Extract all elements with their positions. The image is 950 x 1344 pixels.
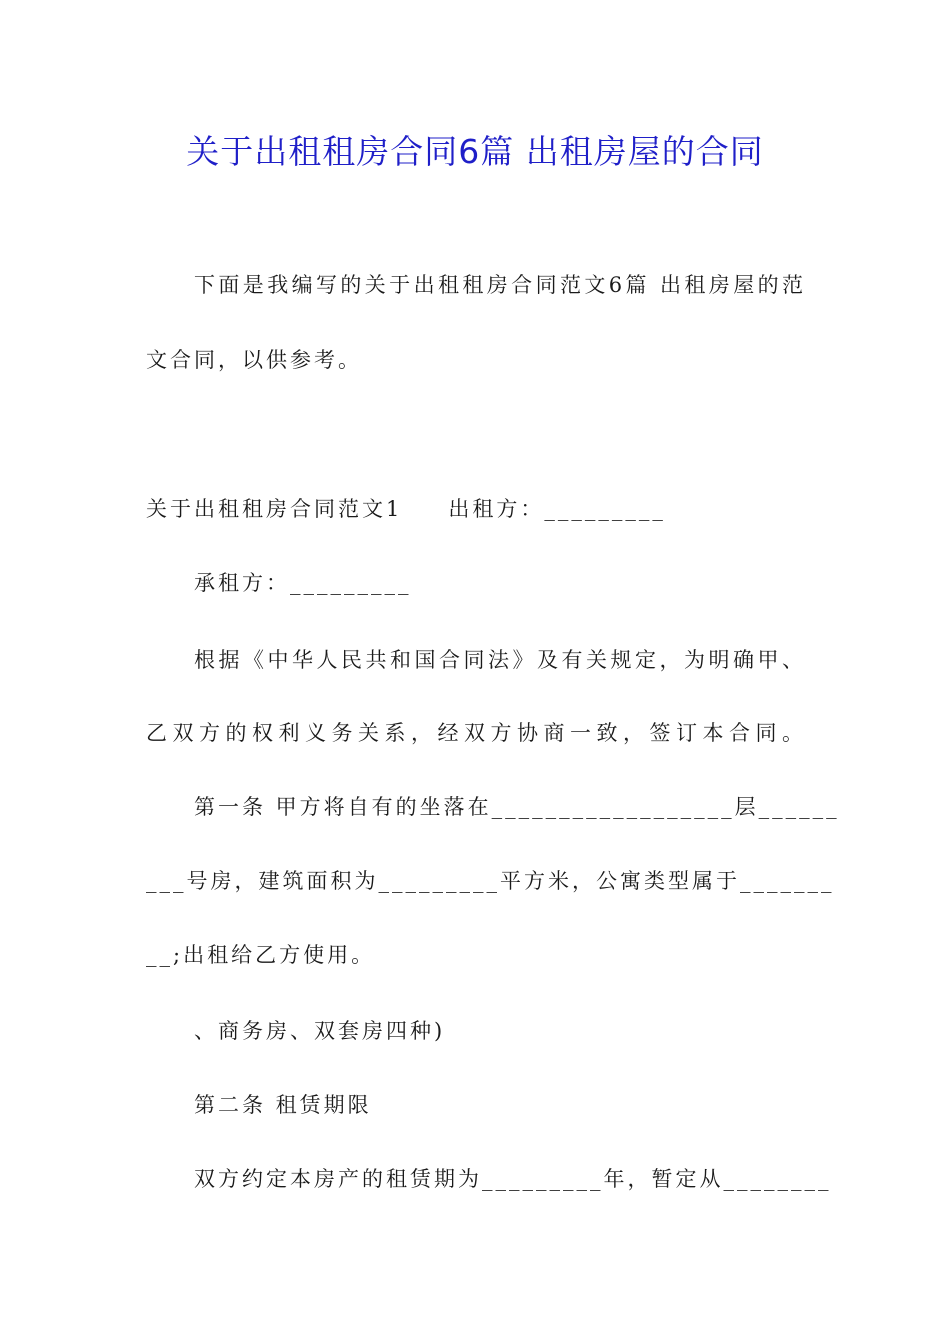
lessor-field: 出租方：_________ xyxy=(448,497,666,521)
article-1-line-2: ___号房，建筑面积为_________平方米，公寓类型属于_______ xyxy=(146,869,835,893)
article-1-line-1: 第一条 甲方将自有的坐落在__________________层______ xyxy=(194,795,840,819)
intro-line-1: 下面是我编写的关于出租租房合同范文6篇 出租房屋的范 xyxy=(194,273,806,297)
section-heading: 关于出租租房合同范文1 xyxy=(146,497,403,521)
document-title: 关于出租租房合同6篇 出租房屋的合同 xyxy=(186,132,764,171)
lessee-field: 承租方：_________ xyxy=(194,571,412,595)
article-2-line-1: 双方约定本房产的租赁期为_________年，暂定从________ xyxy=(194,1167,832,1191)
intro-line-2: 文合同，以供参考。 xyxy=(146,348,362,372)
section-heading-row xyxy=(146,494,806,524)
paragraph-1-line-2: 乙双方的权利义务关系，经双方协商一致，签订本合同。 xyxy=(146,721,806,745)
paragraph-1-line-1: 根据《中华人民共和国合同法》及有关规定，为明确甲、 xyxy=(194,648,806,672)
article-1-line-3: __;出租给乙方使用。 xyxy=(146,943,376,967)
article-1-note: 、商务房、双套房四种) xyxy=(194,1019,446,1043)
article-2-title: 第二条 租赁期限 xyxy=(194,1093,372,1117)
